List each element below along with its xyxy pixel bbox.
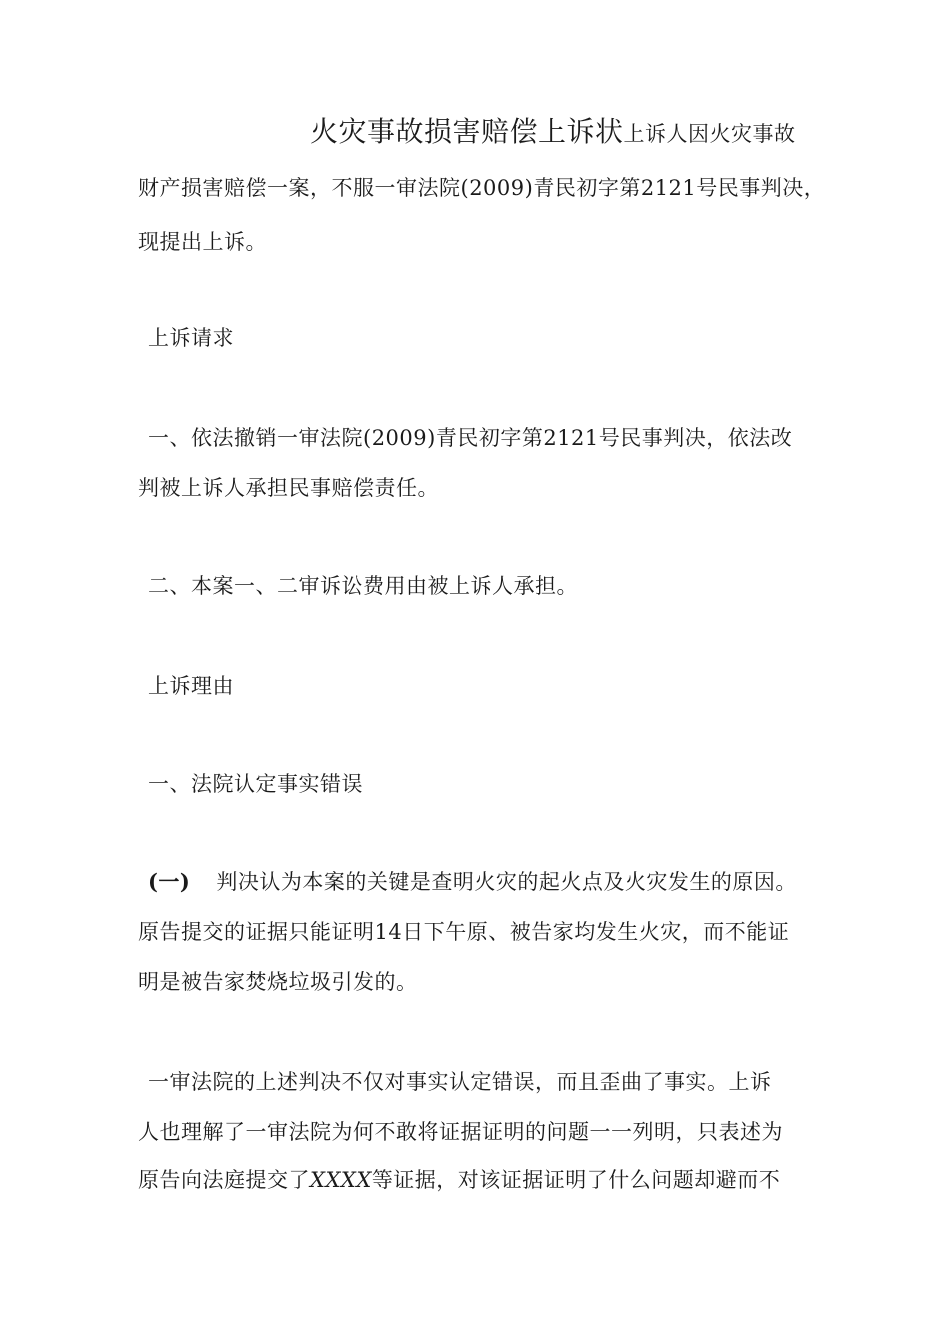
intro-line-2: 现提出上诉。 [138,230,267,254]
paragraph-last-line-3 [138,1166,780,1194]
request-2: 二、本案一、二审诉讼费用由被上诉人承担。 [148,574,578,598]
paragraph-last-line-3-start: 原告向法庭提交了 [138,1168,310,1192]
document-title: 火灾事故损害赔偿上诉状 [310,115,624,148]
paragraph-last-line-2: 人也理解了一审法院为何不敢将证据证明的问题一一列明，只表述为 [138,1120,783,1144]
reason-1-1-line-3: 明是被告家焚烧垃圾引发的。 [138,970,418,994]
reason-1-1-text: 判决认为本案的关键是查明火灾的起火点及火灾发生的原因。 [216,870,797,894]
section-heading-reasons: 上诉理由 [148,674,234,698]
intro-start: 上诉人因火灾事故 [623,122,796,146]
placeholder-xxxx: XXXX [310,1168,372,1192]
paragraph-last-line-1: 一审法院的上述判决不仅对事实认定错误，而且歪曲了事实。上诉 [148,1070,772,1094]
reason-1-1-line-1 [148,868,797,896]
document-title-line [310,115,796,148]
reason-1-1-line-2: 原告提交的证据只能证明14日下午原、被告家均发生火灾，而不能证 [138,920,790,944]
intro-line-1: 财产损害赔偿一案，不服一审法院(2009)青民初字第2121号民事判决， [138,176,826,200]
section-heading-requests: 上诉请求 [148,326,234,350]
reason-1-heading: 一、法院认定事实错误 [148,772,363,796]
paragraph-last-line-3-end: 等证据，对该证据证明了什么问题却避而不 [371,1168,781,1192]
reason-1-1-marker: (一) [148,869,191,894]
request-1-line-1: 一、依法撤销一审法院(2009)青民初字第2121号民事判决，依法改 [148,426,793,450]
request-1-line-2: 判被上诉人承担民事赔偿责任。 [138,476,439,500]
